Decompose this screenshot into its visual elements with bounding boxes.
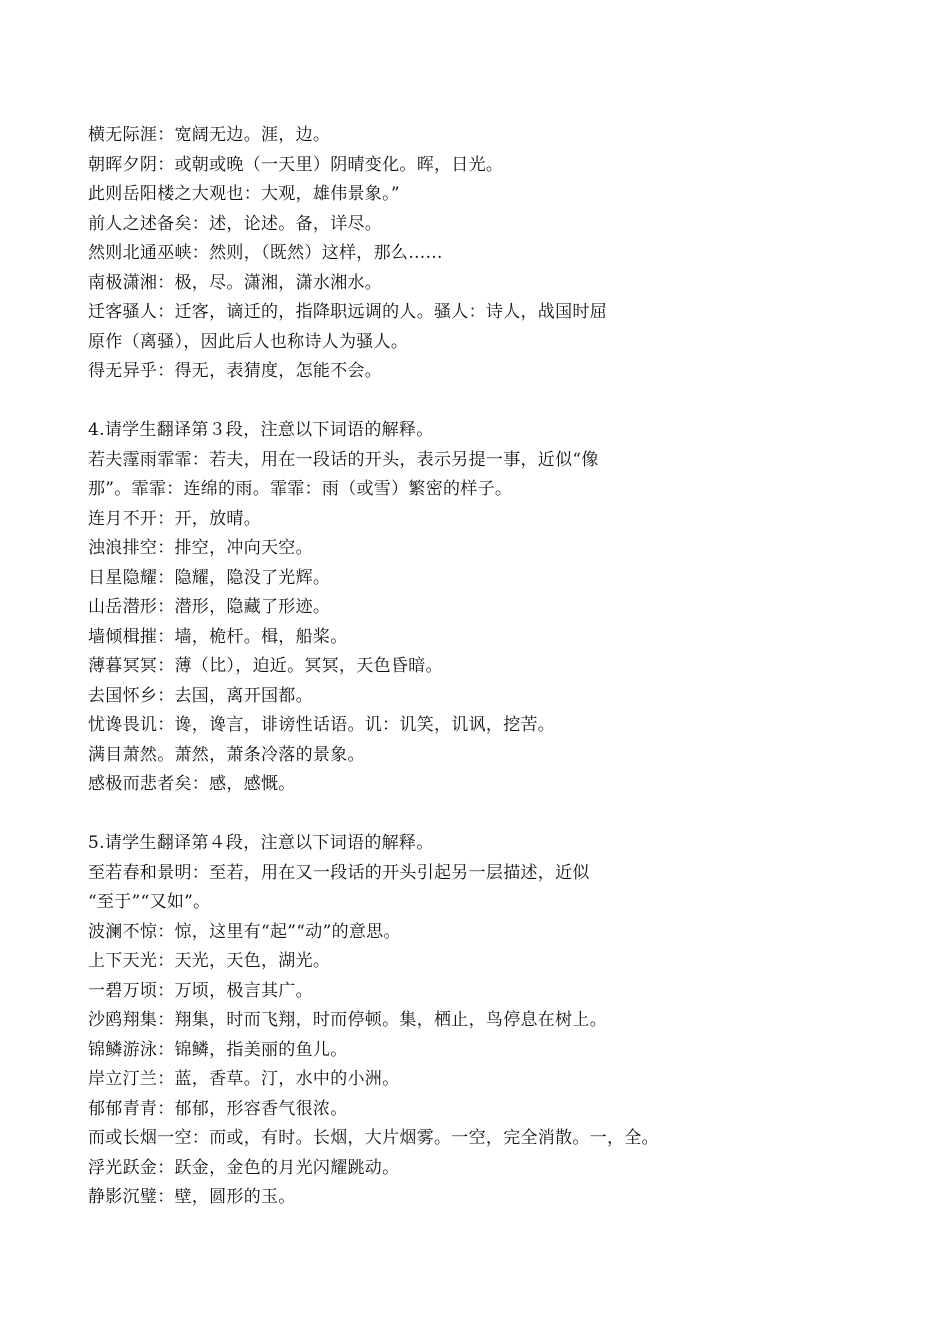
text-line: 日星隐耀：隐耀，隐没了光辉。 (88, 567, 331, 588)
text-line: 满目萧然。萧然，萧条冷落的景象。 (88, 744, 365, 765)
text-line: 波澜不惊：惊，这里有“起”“动”的意思。 (88, 921, 401, 942)
text-line: 上下天光：天光，天色，湖光。 (88, 951, 331, 971)
text-line: 前人之述备矣：述，论述。备，详尽。 (88, 213, 383, 234)
text-line: 朝晖夕阴：或朝或晚（一天里）阴晴变化。晖，日光。 (88, 154, 504, 175)
section-vocab-paragraph-3 (88, 416, 888, 800)
text-line: 岸立汀兰：蓝，香草。汀，水中的小洲。 (88, 1069, 400, 1089)
text-line: 锦鳞游泳：锦鳞，指美丽的鱼儿。 (88, 1039, 348, 1060)
text-line: 浮光跃金：跃金，金色的月光闪耀跳动。 (88, 1157, 400, 1178)
section-vocab-paragraph-2 (88, 121, 888, 387)
text-line: 原作（离骚），因此后人也称诗人为骚人。 (88, 331, 409, 352)
text-line: 而或长烟一空：而或，有时。长烟，大片烟雾。一空，完全消散。一，全。 (88, 1128, 659, 1148)
section-vocab-paragraph-4 (88, 829, 888, 1213)
text-line: 一碧万顷：万顷，极言其广。 (88, 980, 313, 1001)
text-line: 山岳潜形：潜形，隐藏了形迹。 (88, 597, 331, 617)
document-page (88, 121, 888, 1213)
text-line: 此则岳阳楼之大观也：大观，雄伟景象。” (88, 184, 400, 204)
text-line: 若夫霪雨霏霏：若夫，用在一段话的开头，表示另提一事，近似“像 (88, 449, 599, 470)
text-line: 横无际涯：宽阔无边。涯，边。 (88, 125, 331, 145)
text-line: 去国怀乡：去国，离开国都。 (88, 685, 313, 706)
text-line: 忧谗畏讥：谗，谗言，诽谤性话语。讥：讥笑，讥讽，挖苦。 (88, 715, 556, 735)
blank-line (88, 800, 888, 830)
blank-line (88, 387, 888, 417)
text-line: 沙鸥翔集：翔集，时而飞翔，时而停顿。集，栖止，鸟停息在树上。 (88, 1010, 607, 1030)
text-line: 那”。霏霏：连绵的雨。霏霏：雨（或雪）繁密的样子。 (88, 479, 513, 499)
text-line: 感极而悲者矣：感，感慨。 (88, 774, 296, 794)
text-line: 连月不开：开，放晴。 (88, 508, 261, 529)
text-line: “至于”“又如”。 (88, 892, 211, 912)
text-line: 薄暮冥冥：薄（比），迫近。冥冥，天色昏暗。 (88, 656, 443, 676)
text-line: 至若春和景明：至若，用在又一段话的开头引起另一层描述，近似 (88, 862, 590, 883)
section-heading: 4.请学生翻译第３段，注意以下词语的解释。 (88, 420, 434, 440)
text-line: 迁客骚人：迁客，谪迁的，指降职远调的人。骚人：诗人，战国时屈 (88, 302, 607, 322)
text-line: 郁郁青青：郁郁，形容香气很浓。 (88, 1098, 348, 1119)
text-line: 得无异乎：得无，表猜度，怎能不会。 (88, 361, 383, 381)
text-line: 然则北通巫峡：然则，（既然）这样，那么…… (88, 243, 443, 263)
text-line: 墙倾楫摧：墙，桅杆。楫，船桨。 (88, 626, 348, 647)
text-line: 浊浪排空：排空，冲向天空。 (88, 538, 313, 558)
text-line: 静影沉璧：壁，圆形的玉。 (88, 1187, 296, 1207)
section-heading: 5.请学生翻译第４段，注意以下词语的解释。 (88, 833, 434, 853)
text-line: 南极潇湘：极，尽。潇湘，潇水湘水。 (88, 272, 383, 293)
